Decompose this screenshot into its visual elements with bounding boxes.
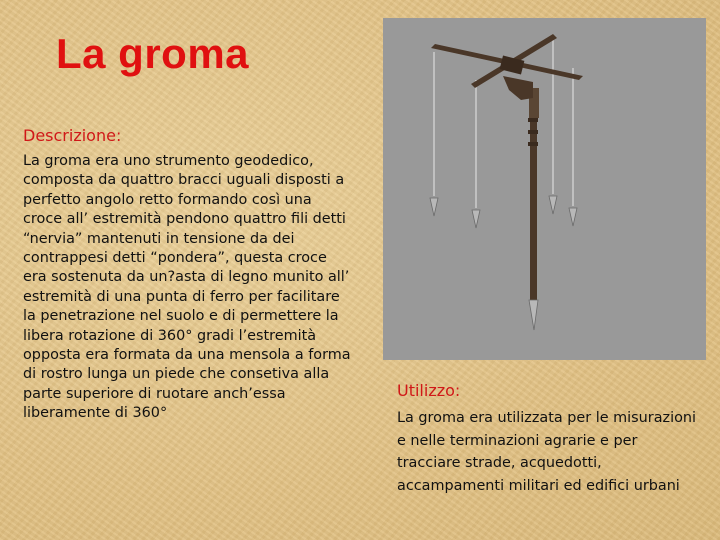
page-title: La groma	[56, 30, 250, 77]
groma-drawing	[383, 18, 706, 360]
usage-heading: Utilizzo:	[397, 381, 461, 400]
description-text: La groma era uno strumento geodedico, composta da quattro bracci uguali disposti a perfetto angolo retto formando così una croce all’ estremità pendono quattro fili detti “nervia” mantenuti in tensione da dei contrappesi detti “pondera”, questa croce era sostenuta da un?asta di legno munito all’ estremità di una punta di ferro per facilitare la penetrazione nel suolo e di permettere la libera rotazione di 360° gradi l’estremità opposta era formata da una mensola a forma di rostro lunga un piede che consetiva alla parte superiore di ruotare anch’essa liberamente di 360°	[23, 153, 351, 422]
plumb-weights	[430, 196, 577, 228]
description-heading: Descrizione:	[23, 126, 122, 145]
groma-illustration	[383, 18, 706, 360]
groma-staff	[528, 88, 539, 330]
iron-tip	[529, 300, 538, 330]
bracket	[503, 76, 533, 100]
usage-text: La groma era utilizzata per le misurazioni e nelle terminazioni agrarie e per tracciare strade, acquedotti, accampamenti militari ed edifici urbani	[397, 410, 696, 494]
